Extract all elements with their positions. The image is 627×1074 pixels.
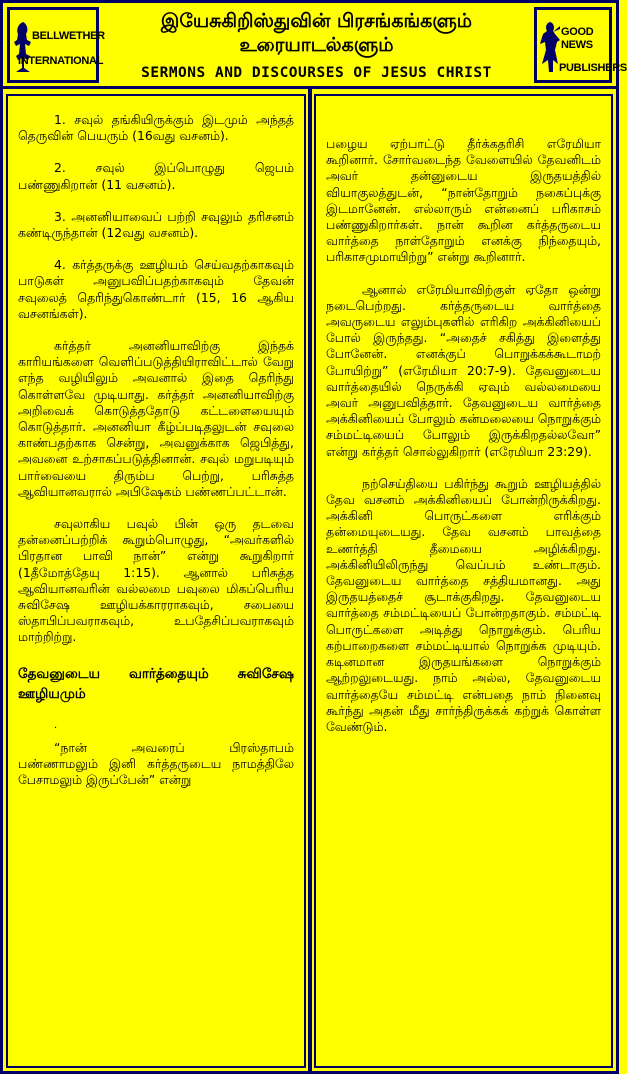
angel-trumpet-icon — [539, 20, 561, 76]
header — [3, 3, 627, 89]
right-column — [314, 94, 613, 1068]
left-paragraph: கர்த்தர் அனனியாவிற்கு இந்தக் காரியங்களை வெளிப்படுத்தியிராவிட்டால் வேறு எந்த வழியிலும் அவனால் இதை தெரிந்து கொள்ளவே முடியாது. கர்த்தர் அனனியாவிற்கு அறிவைக் கொடுத்ததோடு கட்டளையையும் கொடுத்தார். அனனியா கீழ்ப்படிதலுடன் சவுலை காண்பதற்காக சென்று, அவனுக்காக ஜெபித்து, அவனை உற்சாகப்படுத்தினான். சவுல் மறுபடியும் பார்வையை திரும்ப பெற்று, பரிசுத்த ஆவியானவரால் அபிஷேகம் பண்ணப்பட்டான். — [18, 338, 294, 499]
logo-right-line2: PUBLISHERS — [559, 62, 627, 74]
section-heading: தேவனுடைய வார்த்தையும் சுவிசேஷ ஊழியமும் — [18, 665, 294, 702]
right-paragraph: நற்செய்தியை பகிர்ந்து கூறும் ஊழியத்தில் தேவ வசனம் அக்கினியைப் போன்றிருக்கிறது. அக்கினி பொருட்களை எரிக்கும் தன்மையுடையது. தேவ வசனம் பாவத்தை உணர்த்தி தீமையை அழிக்கிறது. அக்கினியிலிருந்து வெப்பம் உண்டாகும். தேவனுடைய வார்த்தை சத்தியமானது. அது இருதயத்தைச் சூடாக்குகிறது. தேவனுடைய வார்த்தை சம்மட்டியைப் போன்றதாகும். சம்மட்டி பொருட்களை அடித்து நொறுக்கும். பெரிய கற்பாறைகளை சம்மட்டியால் நொறுக்க முடியும். கடினமான இருதயங்களை நொறுக்கும் ஆற்றலுடையது. நாம் அல்ல, தேவனுடைய வார்த்தையே சம்மட்டி என்பதை நாம் நினைவு கூர்ந்து அதன் மீது சார்ந்திருக்கக் கற்றுக் கொள்ள வேண்டும். — [326, 475, 601, 734]
logo-right-line1: GOOD NEWS — [561, 26, 594, 51]
right-paragraph: ஆனால் எரேமியாவிற்குள் ஏதோ ஒன்று நடைபெற்றது. கர்த்தருடைய வார்த்தை அவருடைய எலும்புகளில் எரிகிற அக்கினியைப் போல் இருந்தது. “அதைச் சகித்து இளைத்து போனேன். எனக்குப் பொறுக்கக்கூடாமற் போயிற்று” (எரேமியா 20:7-9). தேவனுடைய வார்த்தையில் நெருக்கி ஏவும் வல்லமையை அவர் அனுபவித்தார். தேவனுடைய வார்த்தை அக்கினியைப் போலும் கன்மலையை நொறுக்கும் சம்மட்டியைப் போலும் இருக்கிறதல்லவோ” என்று கர்த்தர் சொல்லுகிறார் (எரேமியா 23:29). — [326, 281, 601, 459]
left-paragraph: 3. அனனியாவைப் பற்றி சவுலும் தரிசனம் கண்டிருந்தான் (12வது வசனம்). — [18, 208, 294, 241]
left-column — [6, 94, 306, 1068]
logo-left-line2: INTERNATIONAL — [18, 55, 104, 67]
title-tamil-line2: உரையாடல்களும் — [239, 34, 394, 56]
left-paragraph: “நான் அவரைப் பிரஸ்தாபம் பண்ணாமலும் இனி கர்த்தருடைய நாமத்திலே பேசாமலும் இருப்பேன்” என்று — [18, 739, 294, 788]
left-paragraph: 4. கர்த்தருக்கு ஊழியம் செய்வதற்காகவும் பாடுகள் அனுபவிப்பதற்காகவும் தேவன் சவுலைத் தெரிந்துகொண்டார் (15, 16 ஆகிய வசனங்கள்). — [18, 257, 294, 321]
logo-left-line1: BELLWETHER — [32, 30, 105, 42]
separator-dot: . — [54, 719, 58, 731]
title-english: SERMONS AND DISCOURSES OF JESUS CHRIST — [141, 65, 492, 81]
column-divider — [308, 89, 312, 1074]
bellwether-logo — [7, 7, 105, 83]
left-paragraph: 2. சவுல் இப்பொழுது ஜெபம் பண்ணுகிறான் (11 வசனம்). — [18, 160, 294, 192]
title-block — [103, 7, 530, 81]
good-news-publishers-logo — [534, 7, 627, 83]
left-paragraph: சவுலாகிய பவுல் பின் ஒரு தடவை தன்னைப்பற்றிக் கூறும்பொழுது, “அவர்களில் பிரதான பாவி நான்” என்று கூறுகிறார் (1தீமோத்தேயு 1:15). ஆனால் பரிசுத்த ஆவியானவரின் வல்லமை பவுலை மிகப்பெரிய சுவிசேஷ ஊழியக்காரராகவும், சபையை ஸ்தாபிப்பவராகவும், உபதேசிப்பவராகவும் மாற்றிற்று. — [18, 516, 294, 645]
left-paragraph: 1. சவுல் தங்கியிருக்கும் இடமும் அந்தத் தெருவின் பெயரும் (16வது வசனம்). — [18, 112, 294, 144]
right-paragraph: பழைய ஏற்பாட்டு தீர்க்கதரிசி எரேமியா கூறினார். சோர்வடைந்த வேளையில் தேவனிடம் அவர் தன்னுடைய இருதயத்தில் வியாகுலத்துடன், “நான்தோறும் நகைப்புக்கு இடமானேன். எல்லாரும் என்னைப் பரிகாசம் பண்ணுகிறார்கள். நான் கூறின கர்த்தருடைய வார்த்தை நாள்தோறும் எனக்கு நிந்தையும், பரிகாசமுமாயிற்று” என்று கூறினார். — [326, 136, 601, 265]
title-tamil-line1: இயேசுகிறிஸ்துவின் பிரசங்கங்களும் — [160, 10, 473, 32]
